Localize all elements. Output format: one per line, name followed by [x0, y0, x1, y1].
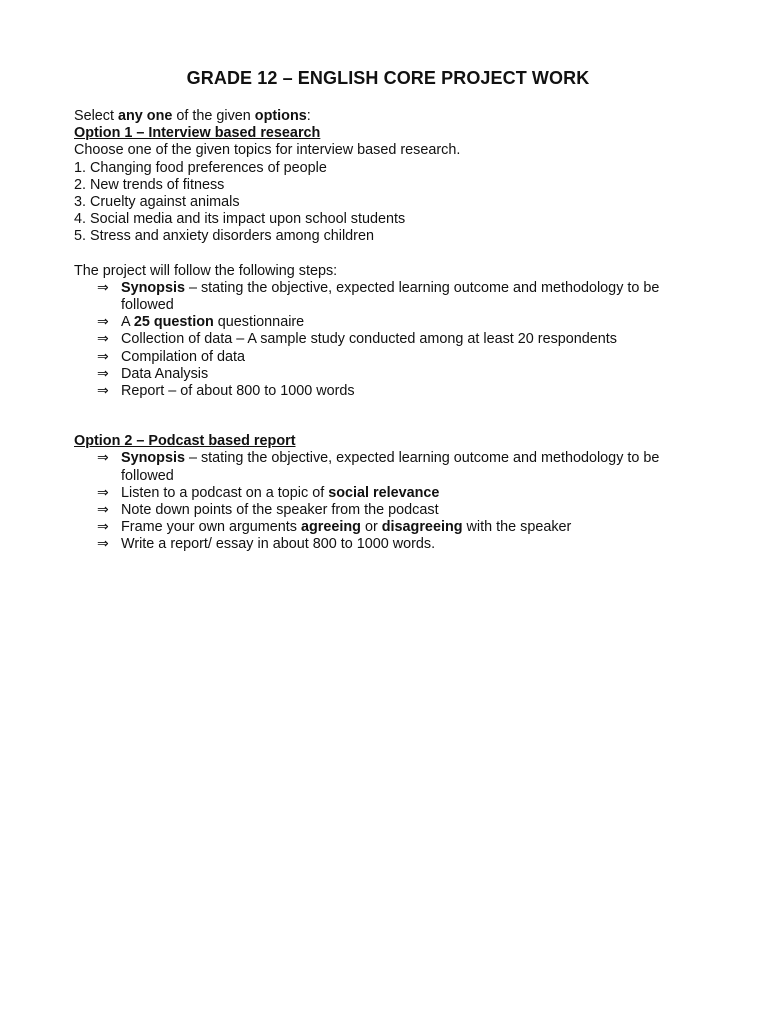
option1-steps-list — [74, 280, 714, 400]
step-bold: 25 question — [133, 314, 214, 331]
option1-heading: Option 1 – Interview based research — [74, 125, 321, 142]
step-text: Note down points of the speaker from the podcast — [121, 502, 439, 519]
page-title: GRADE 12 – ENGLISH CORE PROJECT WORK — [186, 68, 590, 88]
step-item — [97, 314, 714, 331]
step-text: Report – of about 800 to 1000 words — [121, 383, 355, 400]
steps-intro: The project will follow the following steps: — [74, 262, 338, 279]
intro-line — [74, 108, 714, 125]
step-bold: agreeing — [300, 519, 361, 536]
step-item — [97, 331, 714, 348]
step-text: Data Analysis — [121, 365, 209, 382]
right-double-arrow-icon: ⇒ — [97, 365, 109, 382]
topic-item: 3. Cruelty against animals — [74, 194, 240, 211]
step-item — [97, 485, 714, 502]
step-item — [97, 536, 714, 553]
step-item — [97, 450, 714, 484]
step-bold: social relevance — [328, 484, 440, 501]
intro-bold-options: options — [254, 108, 307, 124]
step-text: Write a report/ essay in about 800 to 1000 words. — [121, 536, 436, 553]
step-bold: disagreeing — [381, 519, 463, 536]
document-body — [74, 108, 714, 554]
step-bold: Synopsis — [121, 279, 185, 296]
topic-item: 4. Social media and its impact upon school students — [74, 211, 406, 228]
step-item — [97, 280, 714, 314]
intro-text: : — [306, 108, 311, 124]
step-text: Listen to a podcast on a topic of — [121, 484, 329, 501]
topic-item: 1. Changing food preferences of people — [74, 159, 327, 176]
step-item — [97, 383, 714, 400]
topic-item: 5. Stress and anxiety disorders among children — [74, 228, 374, 245]
step-text: Compilation of data — [121, 348, 245, 365]
step-text: or — [360, 519, 382, 536]
right-double-arrow-icon: ⇒ — [97, 383, 109, 400]
intro-bold-any-one: any one — [118, 108, 173, 124]
step-text: – stating the objective, expected learning outcome and methodology to be followed — [121, 279, 660, 314]
right-double-arrow-icon: ⇒ — [97, 519, 109, 536]
right-double-arrow-icon: ⇒ — [97, 348, 109, 365]
right-double-arrow-icon: ⇒ — [97, 450, 109, 467]
step-text: with the speaker — [462, 519, 572, 536]
step-text: Frame your own arguments — [121, 519, 301, 536]
option2-steps-list — [74, 450, 714, 553]
step-text: questionnaire — [213, 314, 305, 331]
step-item — [97, 349, 714, 366]
right-double-arrow-icon: ⇒ — [97, 279, 109, 296]
right-double-arrow-icon: ⇒ — [97, 484, 109, 501]
step-text: – stating the objective, expected learning outcome and methodology to be followed — [121, 450, 660, 484]
step-item — [97, 502, 714, 519]
intro-text: of the given — [172, 108, 255, 124]
right-double-arrow-icon: ⇒ — [97, 331, 109, 348]
step-item — [97, 519, 714, 536]
topic-item: 2. New trends of fitness — [74, 176, 225, 193]
right-double-arrow-icon: ⇒ — [97, 536, 109, 553]
step-bold: Synopsis — [121, 450, 185, 467]
step-item — [97, 366, 714, 383]
step-text: Collection of data – A sample study conducted among at least 20 respondents — [121, 331, 617, 348]
right-double-arrow-icon: ⇒ — [97, 502, 109, 519]
intro-text: Select — [74, 108, 118, 124]
option2-heading: Option 2 – Podcast based report — [74, 433, 296, 450]
step-text: A — [121, 314, 134, 331]
option1-description: Choose one of the given topics for interview based research. — [74, 142, 461, 159]
right-double-arrow-icon: ⇒ — [97, 314, 109, 331]
